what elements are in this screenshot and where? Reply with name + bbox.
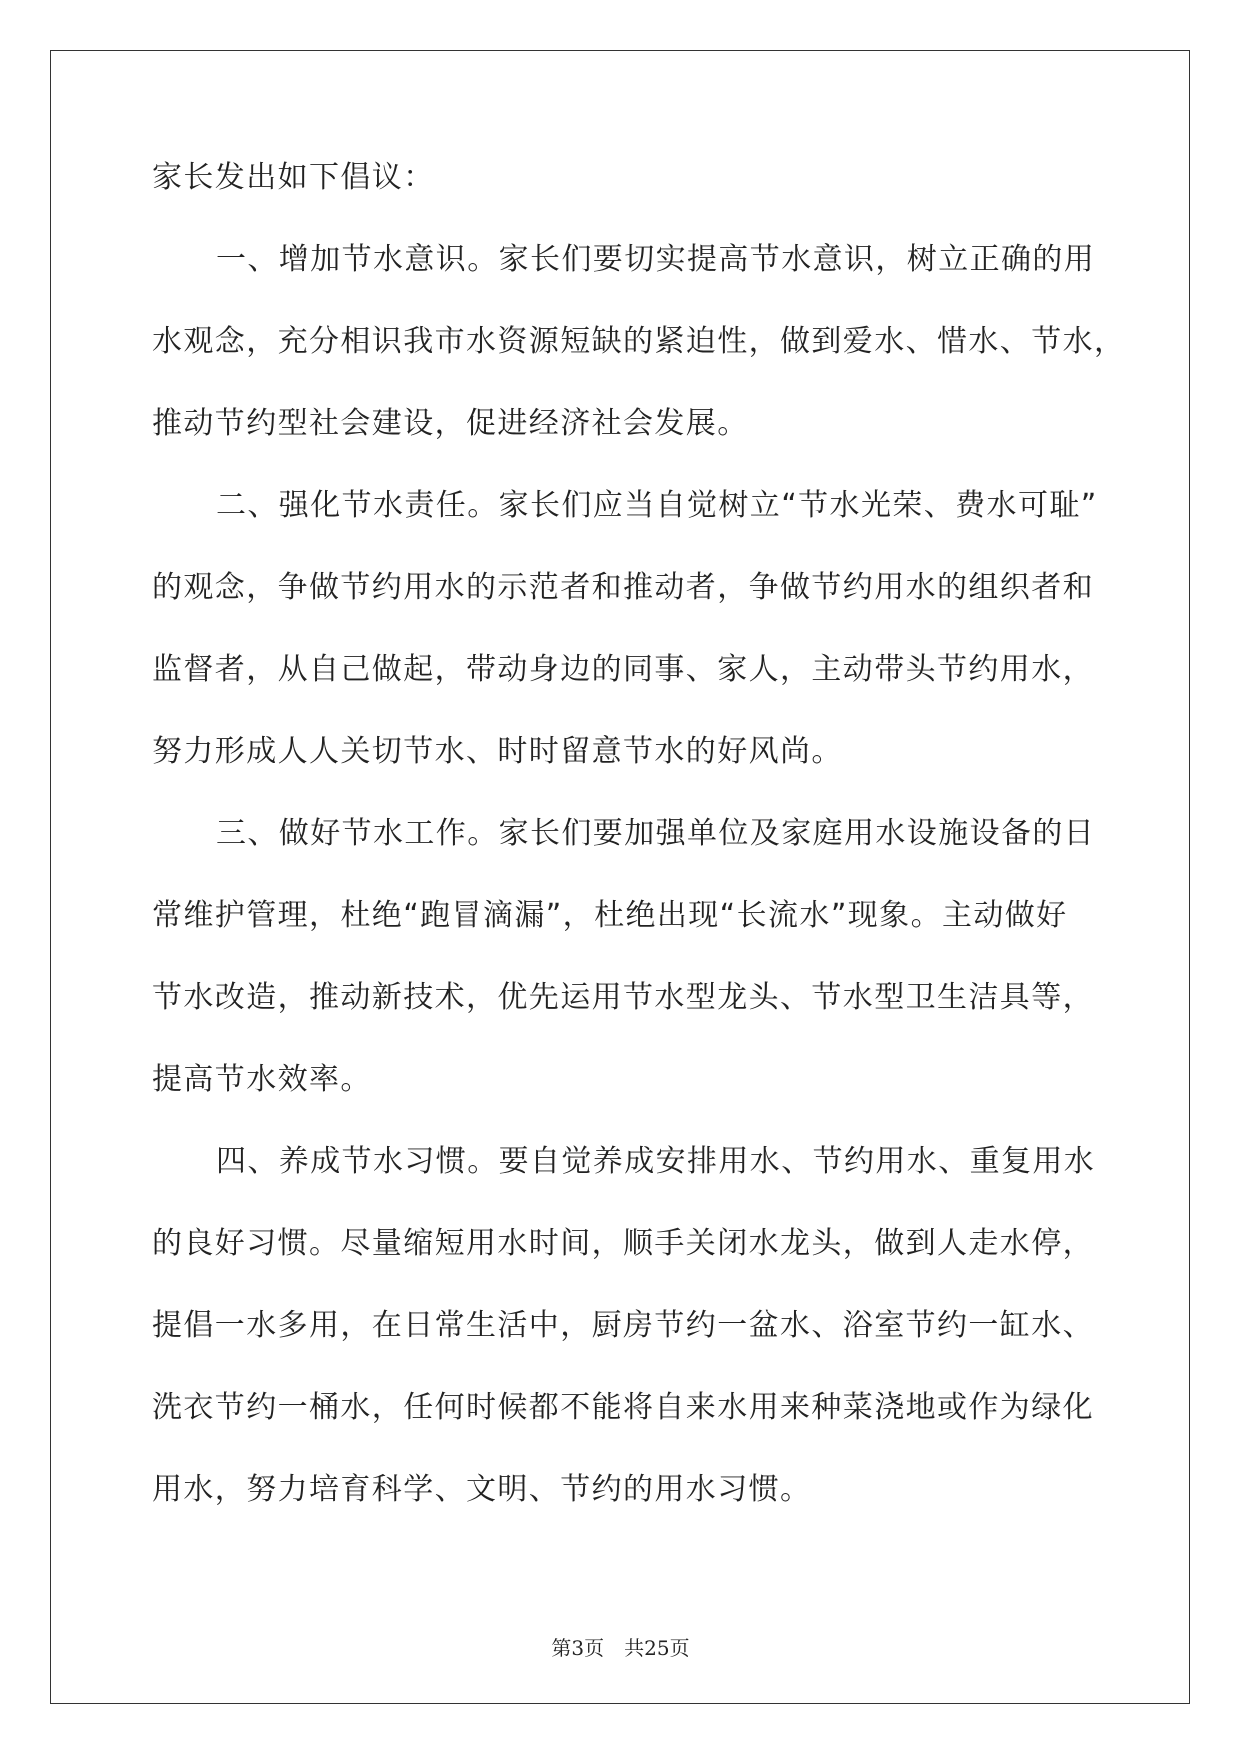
paragraph-line: 提倡一水多用，在日常生活中，厨房节约一盆水、浴室节约一缸水、: [152, 1308, 1094, 1343]
paragraph-line: 三、做好节水工作。家长们要加强单位及家庭用水设施设备的日: [216, 816, 1096, 851]
paragraph-line: 的良好习惯。尽量缩短用水时间，顺手关闭水龙头，做到人走水停，: [152, 1226, 1094, 1261]
paragraph-line: 常维护管理，杜绝“跑冒滴漏”，杜绝出现“长流水”现象。主动做好: [152, 898, 1068, 933]
paragraph-line: 监督者，从自己做起，带动身边的同事、家人，主动带头节约用水，: [152, 652, 1094, 687]
page-number: 第3页: [551, 1636, 605, 1660]
paragraph-line: 努力形成人人关切节水、时时留意节水的好风尚。: [152, 734, 843, 769]
paragraph-line: 二、强化节水责任。家长们应当自觉树立“节水光荣、费水可耻”: [216, 488, 1098, 523]
paragraph-line: 用水，努力培育科学、文明、节约的用水习惯。: [152, 1472, 812, 1507]
paragraph-line: 一、增加节水意识。家长们要切实提高节水意识，树立正确的用: [216, 242, 1096, 277]
total-pages: 共25页: [624, 1636, 690, 1660]
paragraph-line: 家长发出如下倡议：: [152, 160, 435, 195]
paragraph-line: 提高节水效率。: [152, 1062, 372, 1097]
paragraph-line: 节水改造，推动新技术，优先运用节水型龙头、节水型卫生洁具等，: [152, 980, 1094, 1015]
paragraph-line: 水观念，充分相识我市水资源短缺的紧迫性，做到爱水、惜水、节水，: [152, 324, 1126, 359]
page-footer: [0, 1632, 1241, 1661]
document-body: [152, 160, 1126, 1557]
paragraph-line: 洗衣节约一桶水，任何时候都不能将自来水用来种菜浇地或作为绿化: [152, 1390, 1094, 1425]
paragraph-line: 的观念，争做节约用水的示范者和推动者，争做节约用水的组织者和: [152, 570, 1094, 605]
paragraph-line: 推动节约型社会建设，促进经济社会发展。: [152, 406, 749, 441]
paragraph-line: 四、养成节水习惯。要自觉养成安排用水、节约用水、重复用水: [216, 1144, 1096, 1179]
